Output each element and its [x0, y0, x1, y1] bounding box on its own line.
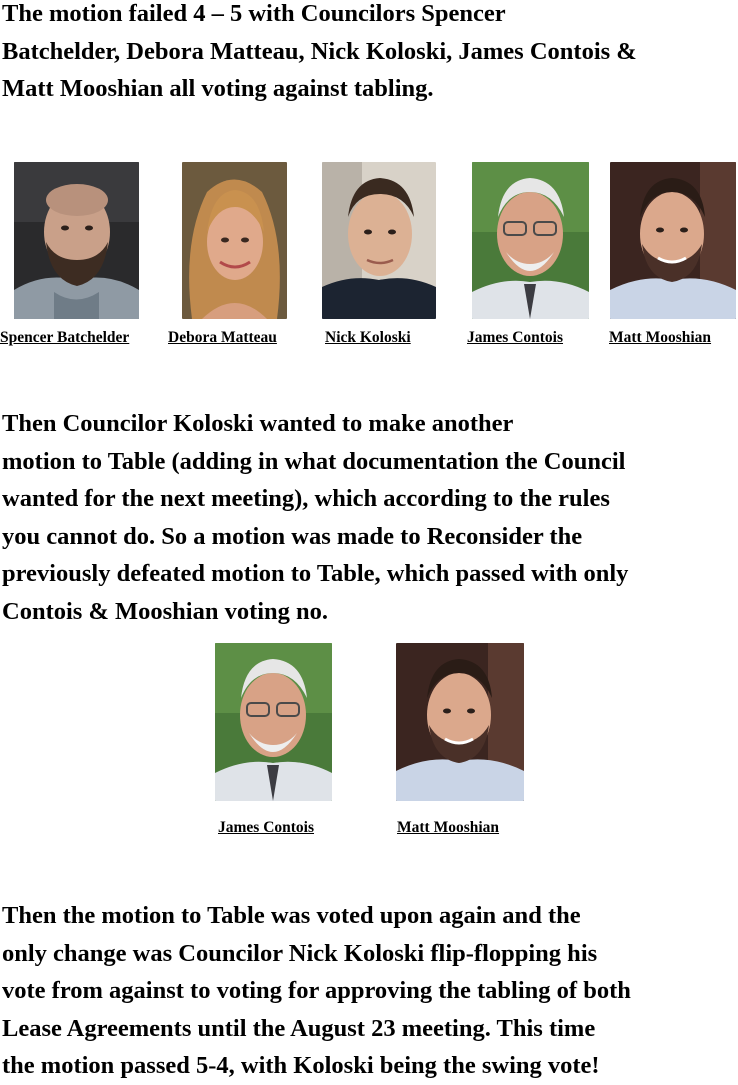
portrait-spencer-batchelder — [14, 162, 139, 319]
portrait-matt-mooshian-2 — [396, 643, 524, 801]
caption-james-contois-2: James Contois — [218, 819, 315, 836]
caption-spencer-batchelder: Spencer Batchelder — [0, 329, 130, 346]
caption-matt-mooshian: Matt Mooshian — [609, 329, 712, 346]
caption-debora-matteau: Debora Matteau — [168, 329, 277, 346]
paragraph-reconsider-motion: Then Councilor Koloski wanted to make another motion to Table (adding in what documentation the Council wanted for the next meeting), which according to the rules you cannot do. So a motion was made to Reconsider the previously defeated motion to Table, which passed with only Contois & Mooshian voting no. — [2, 410, 629, 625]
paragraph-vote-failed: The motion failed 4 – 5 with Councilors Spencer Batchelder, Debora Matteau, Nick Koloski, James Contois & Matt Mooshian all voting against tabling. — [2, 0, 637, 102]
portrait-matt-mooshian — [610, 162, 736, 319]
caption-matt-mooshian-2: Matt Mooshian — [397, 819, 500, 836]
portrait-james-contois-2 — [215, 643, 332, 801]
caption-nick-koloski: Nick Koloski — [325, 329, 411, 346]
caption-james-contois: James Contois — [467, 329, 564, 346]
portrait-nick-koloski — [322, 162, 436, 319]
paragraph-final-vote: Then the motion to Table was voted upon again and the only change was Councilor Nick Koloski flip-flopping his vote from against to voting for approving the tabling of both Lease Agreements until the August 23 meeting. This time the motion passed 5-4, with Koloski being the swing vote! — [2, 902, 631, 1079]
portrait-debora-matteau — [182, 162, 287, 319]
portrait-james-contois — [472, 162, 589, 319]
